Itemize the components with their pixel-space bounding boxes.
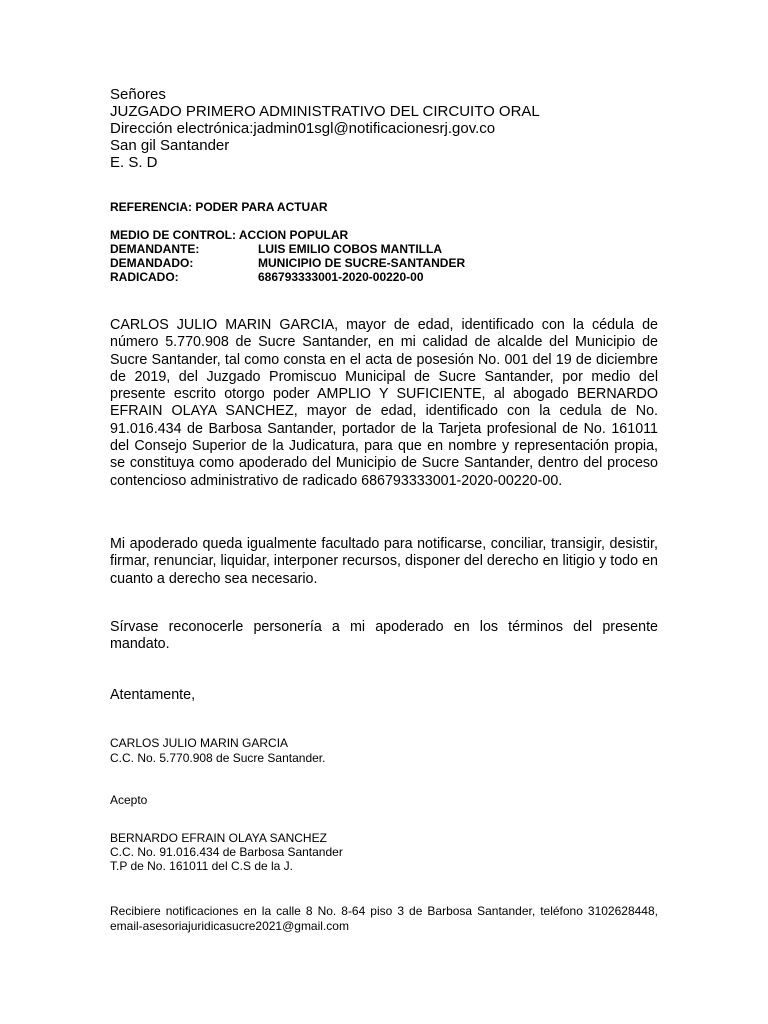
closing-salutation: Atentamente, xyxy=(110,687,196,703)
defendant-label: DEMANDADO: xyxy=(110,256,194,270)
control-medium-row xyxy=(110,228,465,242)
attorney-name: BERNARDO EFRAIN OLAYA SANCHEZ xyxy=(110,831,327,845)
reference-line: REFERENCIA: PODER PARA ACTUAR xyxy=(110,200,328,214)
defendant-row xyxy=(110,256,465,270)
filing-number-label: RADICADO: xyxy=(110,270,179,284)
court-name: JUZGADO PRIMERO ADMINISTRATIVO DEL CIRCUITO ORAL xyxy=(110,103,540,120)
notification-address: Recibiere notificaciones en la calle 8 No. 8-64 piso 3 de Barbosa Santander, teléfono 3102628448, email-asesoriajuridicasucre2021@gmail.com xyxy=(110,904,658,933)
recognition-paragraph: Sírvase reconocerle personería a mi apoderado en los términos del presente mandato. xyxy=(110,619,658,653)
addressee-block xyxy=(110,86,540,171)
attorney-professional-card: T.P de No. 161011 del C.S de la J. xyxy=(110,859,294,873)
acceptance-label: Acepto xyxy=(110,793,148,807)
grantor-signature-block xyxy=(110,736,325,766)
attorney-id: C.C. No. 91.016.434 de Barbosa Santander xyxy=(110,845,343,859)
salutation: Señores xyxy=(110,86,166,103)
esd-abbreviation: E. S. D xyxy=(110,154,158,171)
attorney-signature-block xyxy=(110,831,343,873)
control-medium: MEDIO DE CONTROL: ACCION POPULAR xyxy=(110,228,349,242)
court-city: San gil Santander xyxy=(110,137,230,154)
power-grant-paragraph: CARLOS JULIO MARIN GARCIA, mayor de edad, identificado con la cédula de número 5.770.908 de Sucre Santander, en mi calidad de alcalde del Municipio de Sucre Santander, tal como consta en el acta de posesión No. 001 del 19 de diciembre de 2019, del Juzgado Promiscuo Municipal de Sucre Santander, por medio del presente escrito otorgo poder AMPLIO Y SUFICIENTE, al abogado BERNARDO EFRAIN OLAYA SANCHEZ, mayor de edad, identificado con la cedula de No. 91.016.434 de Barbosa Santander, portador de la Tarjeta profesional de No. 161011 del Consejo Superior de la Judicatura, para que en nombre y representación propia, se constituya como apoderado del Municipio de Sucre Santander, dentro del proceso contencioso administrativo de radicado 686793333001-2020-00220-00. xyxy=(110,317,658,489)
grantor-id: C.C. No. 5.770.908 de Sucre Santander. xyxy=(110,751,326,765)
filing-number-row xyxy=(110,270,465,284)
faculties-paragraph: Mi apoderado queda igualmente facultado para notificarse, conciliar, transigir, desistir, firmar, renunciar, liquidar, interponer recursos, disponer del derecho en litigio y todo en cuanto a derecho sea necesario. xyxy=(110,536,658,587)
case-details xyxy=(110,228,465,284)
plaintiff-row xyxy=(110,242,465,256)
filing-number-value: 686793333001-2020-00220-00 xyxy=(258,270,424,284)
plaintiff-value: LUIS EMILIO COBOS MANTILLA xyxy=(258,242,442,256)
court-email: Dirección electrónica:jadmin01sgl@notificacionesrj.gov.co xyxy=(110,120,496,137)
defendant-value: MUNICIPIO DE SUCRE-SANTANDER xyxy=(258,256,466,270)
grantor-name: CARLOS JULIO MARIN GARCIA xyxy=(110,736,289,750)
plaintiff-label: DEMANDANTE: xyxy=(110,242,200,256)
